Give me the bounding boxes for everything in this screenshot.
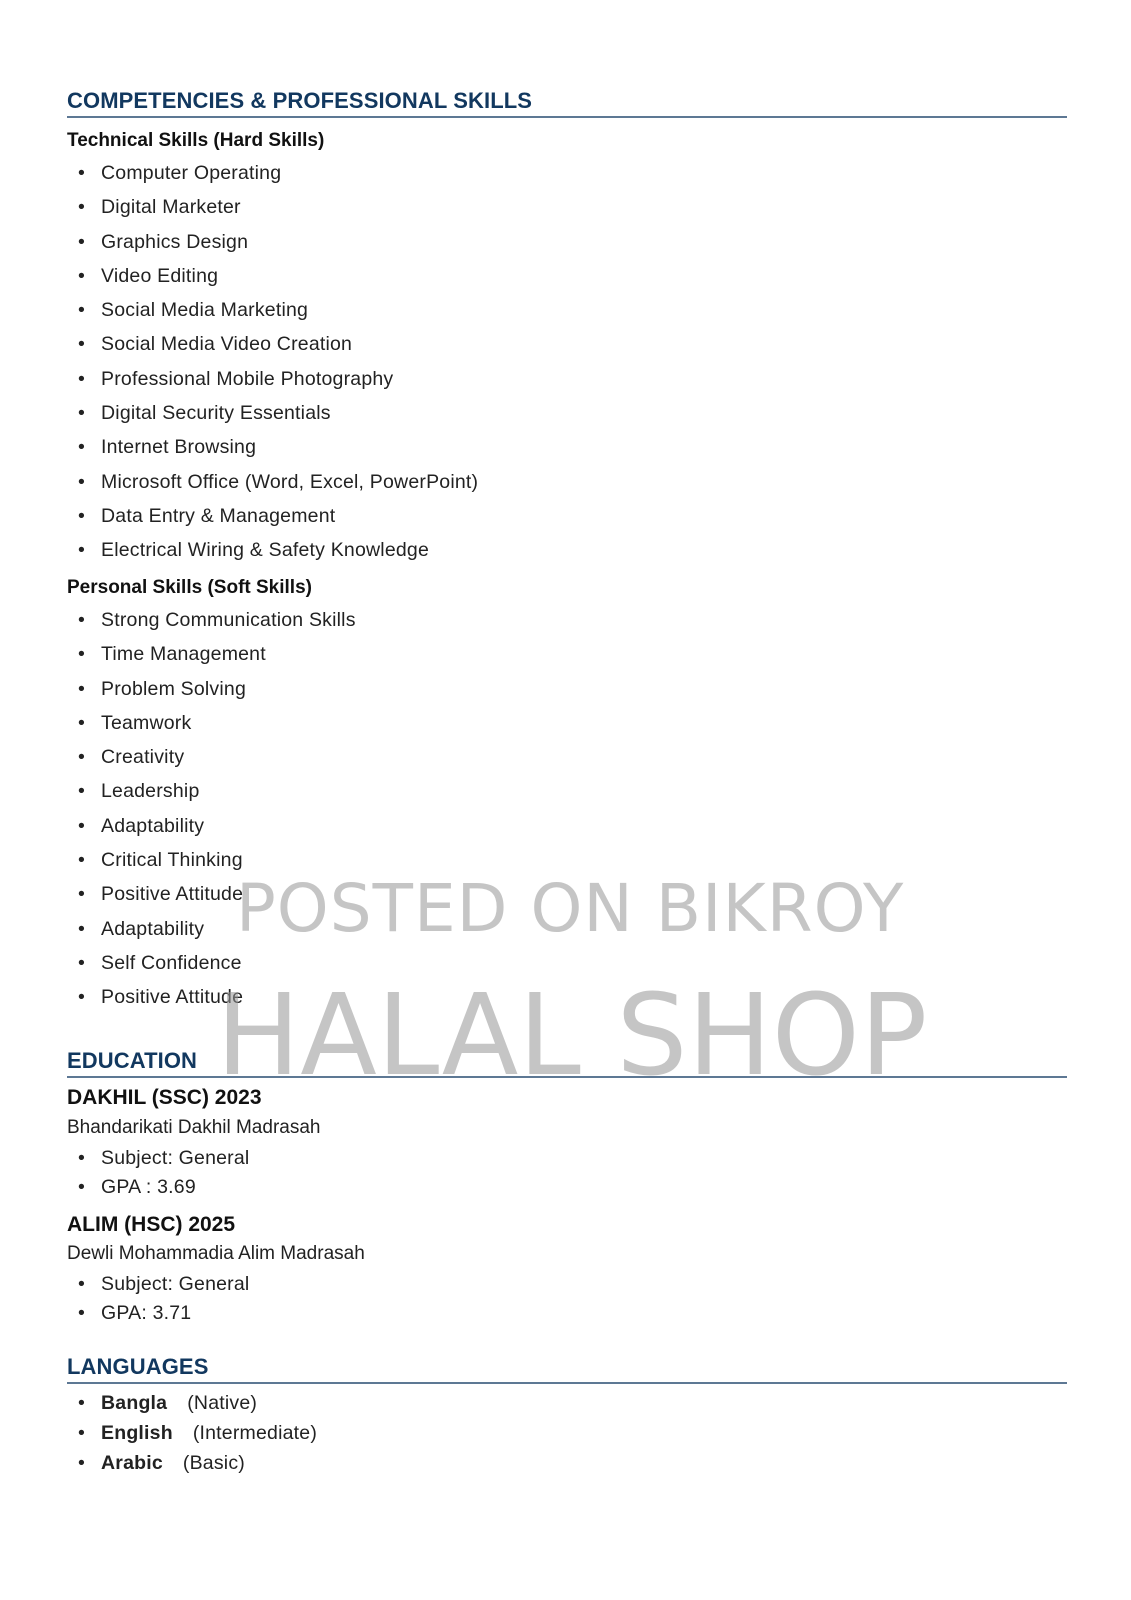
list-item: • Video Editing (67, 261, 478, 295)
language-item (67, 1390, 317, 1420)
list-item: • Subject: General (67, 1271, 249, 1300)
list-item: • Adaptability (67, 914, 356, 948)
education-title: DAKHIL (SSC) 2023 (67, 1086, 262, 1109)
list-item: • Leadership (67, 776, 356, 810)
list-item: • Social Media Video Creation (67, 329, 478, 363)
list-item: • Professional Mobile Photography (67, 364, 478, 398)
list-item: • Digital Marketer (67, 192, 478, 226)
list-item: • Creativity (67, 742, 356, 776)
list-item: • Social Media Marketing (67, 295, 478, 329)
list-item: • Computer Operating (67, 158, 478, 192)
language-item (67, 1450, 317, 1480)
watermark-posted-on: POSTED ON BIKROY (236, 870, 905, 947)
list-item: • Internet Browsing (67, 432, 478, 466)
languages-list (67, 1390, 317, 1480)
language-item (67, 1420, 317, 1450)
list-item: • Graphics Design (67, 227, 478, 261)
education-title: ALIM (HSC) 2025 (67, 1213, 236, 1236)
list-item: • Digital Security Essentials (67, 398, 478, 432)
language-name: English (101, 1422, 173, 1444)
personal-skills-list (67, 605, 356, 1017)
language-level: (Native) (187, 1392, 258, 1414)
personal-skills-heading: Personal Skills (Soft Skills) (67, 577, 312, 598)
competencies-heading: COMPETENCIES & PROFESSIONAL SKILLS (67, 88, 1067, 118)
education-heading: EDUCATION (67, 1048, 1067, 1078)
list-item: • Problem Solving (67, 674, 356, 708)
education-school: Bhandarikati Dakhil Madrasah (67, 1117, 321, 1138)
technical-skills-heading: Technical Skills (Hard Skills) (67, 130, 325, 151)
language-level: (Intermediate) (192, 1422, 318, 1444)
list-item: • Self Confidence (67, 948, 356, 982)
list-item: • Positive Attitude (67, 879, 356, 913)
list-item: • Positive Attitude (67, 982, 356, 1016)
languages-heading: LANGUAGES (67, 1354, 1067, 1384)
education-school: Dewli Mohammadia Alim Madrasah (67, 1243, 365, 1264)
language-name: Arabic (101, 1452, 163, 1474)
language-name: Bangla (101, 1392, 168, 1414)
education-details (67, 1271, 249, 1329)
list-item: • Teamwork (67, 708, 356, 742)
list-item: • Adaptability (67, 811, 356, 845)
list-item: • Critical Thinking (67, 845, 356, 879)
list-item: • Strong Communication Skills (67, 605, 356, 639)
list-item: • GPA : 3.69 (67, 1174, 249, 1203)
list-item: • Electrical Wiring & Safety Knowledge (67, 535, 478, 569)
list-item: • Microsoft Office (Word, Excel, PowerPoint) (67, 467, 478, 501)
education-details (67, 1145, 249, 1203)
list-item: • Subject: General (67, 1145, 249, 1174)
language-level: (Basic) (182, 1452, 245, 1474)
watermark-shop-name: HALAL SHOP (216, 971, 928, 1101)
list-item: • Data Entry & Management (67, 501, 478, 535)
technical-skills-list (67, 158, 478, 570)
list-item: • Time Management (67, 639, 356, 673)
list-item: • GPA: 3.71 (67, 1300, 249, 1329)
